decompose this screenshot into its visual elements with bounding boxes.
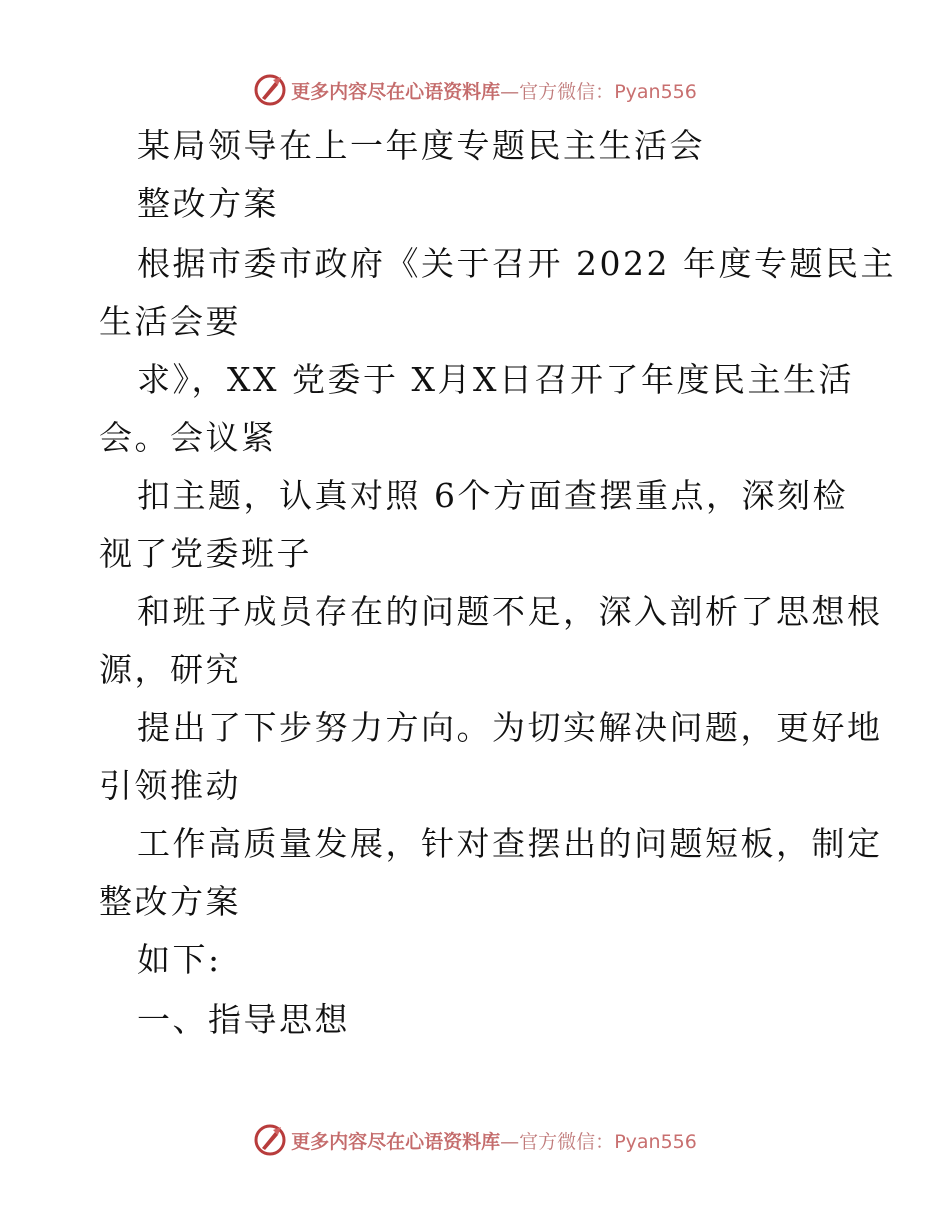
document-title-line-1: 某局领导在上一年度专题民主生活会	[137, 126, 705, 165]
paragraph-line: 源，研究	[99, 650, 241, 689]
paragraph-line: 提出了下步努力方向。为切实解决问题，更好地	[137, 708, 883, 747]
watermark-separator: —	[500, 1130, 520, 1153]
paragraph-line: 扣主题，认真对照 6个方面查摆重点，深刻检	[137, 476, 848, 515]
paragraph-line: 整改方案	[99, 882, 241, 921]
watermark-primary: 更多内容尽在心语资料库	[291, 1130, 501, 1153]
paragraph-line: 生活会要	[99, 302, 241, 341]
watermark-text	[291, 77, 697, 104]
paragraph-line: 引领推动	[99, 766, 241, 805]
watermark-text	[291, 1127, 697, 1154]
watermark-banner-bottom	[0, 1120, 950, 1160]
paragraph-line: 会。会议紧	[99, 418, 277, 457]
section-heading: 一、指导思想	[137, 1000, 350, 1039]
watermark-label: 官方微信：	[519, 80, 615, 103]
paragraph-line: 和班子成员存在的问题不足，深入剖析了思想根	[137, 592, 883, 631]
paragraph-line: 根据市委市政府《关于召开 2022 年度专题民主	[137, 244, 896, 283]
paragraph-line: 视了党委班子	[99, 534, 312, 573]
watermark-separator: —	[500, 80, 520, 103]
quill-logo-icon	[253, 1123, 287, 1157]
watermark-label: 官方微信：	[519, 1130, 615, 1153]
quill-logo-icon	[253, 73, 287, 107]
paragraph-line: 工作高质量发展，针对查摆出的问题短板，制定	[137, 824, 883, 863]
watermark-account: Pyan556	[614, 80, 697, 103]
watermark-account: Pyan556	[614, 1130, 697, 1153]
paragraph-line: 求》，XX 党委于 X月X日召开了年度民主生活	[137, 360, 854, 399]
watermark-primary: 更多内容尽在心语资料库	[291, 80, 501, 103]
paragraph-line: 如下:	[137, 940, 222, 979]
watermark-banner-top	[0, 70, 950, 110]
document-title-line-2: 整改方案	[137, 184, 279, 223]
